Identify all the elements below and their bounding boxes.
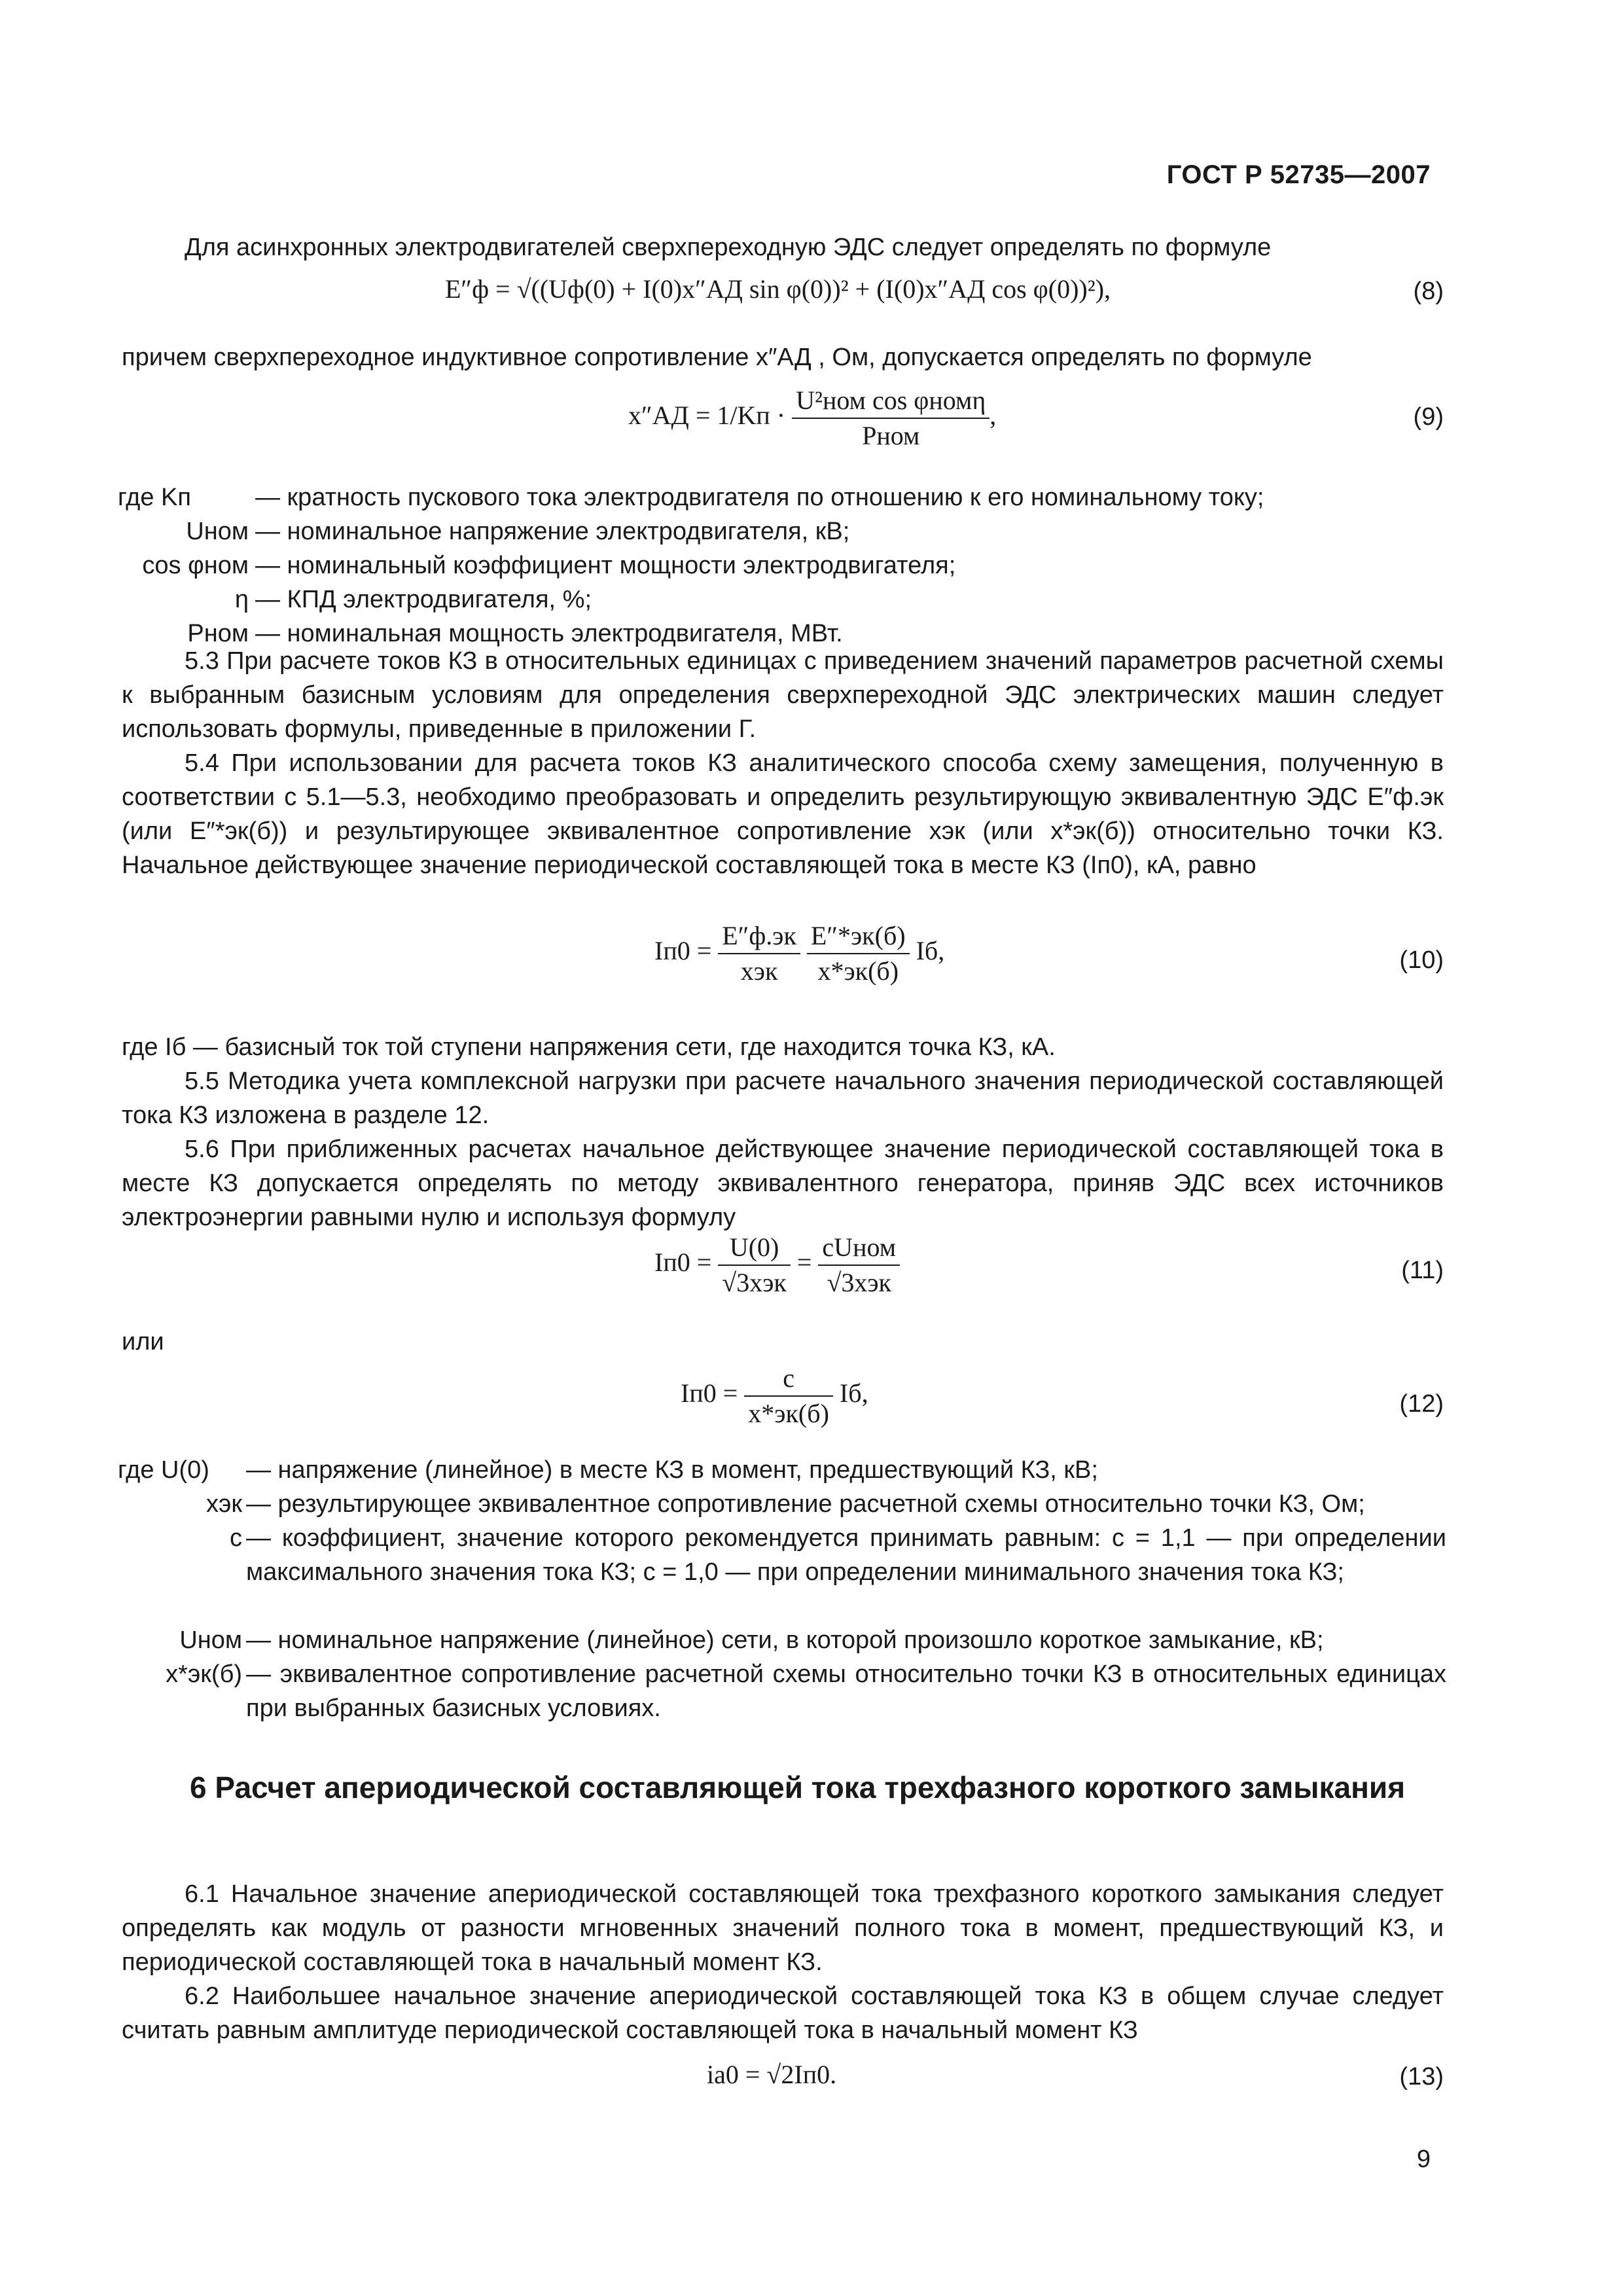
formula-8-number: (8) bbox=[1413, 278, 1444, 305]
legend-symbol: где U(0) bbox=[118, 1456, 209, 1484]
legend-description: — номинальное напряжение электродвигателя, кВ; bbox=[255, 518, 850, 545]
formula-12-fraction bbox=[744, 1361, 833, 1431]
legend-symbol: c bbox=[230, 1524, 242, 1552]
formula-12-lhs: Iп0 = bbox=[681, 1378, 738, 1408]
formula-10-fraction-1 bbox=[718, 919, 800, 988]
formula-10-frac1-numerator: E″ф.эк bbox=[718, 919, 800, 954]
section-6-heading: 6 Расчет апериодической составляющей тока трехфазного короткого замыкания bbox=[190, 1770, 1406, 1804]
formula-11 bbox=[654, 1230, 900, 1300]
paragraph-6-1: 6.1 Начальное значение апериодической составляющей тока трехфазного короткого замыкания следует определять как модуль от разности мгновенных значений полного тока в момент, предшествующий КЗ, и периодической составляющей тока в начальный момент КЗ. bbox=[122, 1880, 1444, 1976]
formula-9-fraction bbox=[792, 384, 990, 453]
legend-description: — результирующее эквивалентное сопротивление расчетной схемы относительно точки КЗ, Ом; bbox=[246, 1490, 1365, 1518]
formula-12-tail: Iб, bbox=[839, 1378, 868, 1408]
legend-description: — номинальный коэффициент мощности электродвигателя; bbox=[255, 552, 956, 579]
legend-row-2 bbox=[0, 514, 1623, 548]
legend-description: — номинальная мощность электродвигателя, МВт. bbox=[255, 620, 843, 647]
legend-row-4 bbox=[0, 583, 1623, 617]
formula-10 bbox=[654, 919, 944, 988]
paragraph-intro: Для асинхронных электродвигателей сверхпереходную ЭДС следует определять по формуле bbox=[185, 234, 1272, 261]
formula-11-lhs: Iп0 = bbox=[654, 1247, 712, 1278]
legend-symbol: где Kп bbox=[118, 484, 191, 511]
paragraph-after-8: причем сверхпереходное индуктивное сопротивление x″АД , Ом, допускается определять по формуле bbox=[122, 344, 1312, 371]
legend-row-5 bbox=[0, 1657, 1623, 1725]
formula-10-lhs: Iп0 = bbox=[654, 936, 712, 966]
paragraph-5-5: 5.5 Методика учета комплексной нагрузки при расчете начального значения периодической составляющей тока КЗ изложена в разделе 12. bbox=[122, 1067, 1444, 1129]
legend-description: — напряжение (линейное) в месте КЗ в момент, предшествующий КЗ, кВ; bbox=[246, 1456, 1098, 1484]
equals-sign: = bbox=[796, 1247, 812, 1278]
paragraph-5-6: 5.6 При приближенных расчетах начальное действующее значение периодической составляющей тока в месте КЗ допускается определять по методу эквивалентного генератора, приняв ЭДС всех источников электроэнергии равными нулю и используя формулу bbox=[122, 1136, 1444, 1231]
formula-11-frac1-numerator: U(0) bbox=[718, 1230, 791, 1266]
formula-9-number: (9) bbox=[1413, 403, 1444, 431]
formula-13-number: (13) bbox=[1399, 2063, 1444, 2090]
formula-8: E″ф = √((Uф(0) + I(0)x″АД sin φ(0))² + (I(0)x″АД cos φ(0))²), bbox=[445, 274, 1111, 304]
formula-9: x″АД = 1/Kп · $\frac{\text{U²ном cos φномη}}{\text{Pном}}$ , bbox=[628, 384, 996, 453]
legend-description: — номинальное напряжение (линейное) сети, в которой произошло короткое замыкание, кВ; bbox=[246, 1626, 1324, 1654]
formula-10-frac2-numerator: E″*эк(б) bbox=[807, 919, 910, 954]
formula-13: iа0 = √2Iп0. bbox=[707, 2060, 837, 2089]
formula-10-fraction-2 bbox=[807, 919, 910, 988]
formula-9-lhs: x″АД = 1/Kп · bbox=[628, 401, 786, 431]
legend-description: — кратность пускового тока электродвигателя по отношению к его номинальному току; bbox=[255, 484, 1264, 511]
paragraph-or: или bbox=[122, 1328, 164, 1355]
formula-11-number: (11) bbox=[1401, 1257, 1444, 1284]
formula-9-denominator: Pном bbox=[862, 421, 920, 450]
paragraph-6-2: 6.2 Наибольшее начальное значение апериодической составляющей тока КЗ в общем случае следует считать равным амплитуде периодической составляющей тока в начальный момент КЗ bbox=[122, 1982, 1444, 2044]
legend-description: — эквивалентное сопротивление расчетной схемы относительно точки КЗ в относительных единицах при выбранных базисных условиях. bbox=[246, 1660, 1446, 1722]
formula-10-frac1-denominator: xэк bbox=[740, 956, 778, 986]
legend-symbol: xэк bbox=[205, 1490, 242, 1518]
formula-12-numerator: c bbox=[744, 1361, 833, 1397]
formula-11-fraction-1 bbox=[718, 1230, 791, 1300]
legend-row-3 bbox=[0, 1521, 1623, 1623]
page-number: 9 bbox=[1416, 2145, 1431, 2173]
formula-11-fraction-2 bbox=[818, 1230, 900, 1300]
legend-row-1 bbox=[0, 480, 1623, 514]
standard-code: ГОСТ Р 52735—2007 bbox=[1166, 160, 1431, 189]
formula-9-numerator: U²ном cos φномη bbox=[792, 384, 990, 419]
formula-10-frac2-denominator: x*эк(б) bbox=[817, 956, 899, 986]
legend-row-3 bbox=[0, 548, 1623, 583]
paragraph-5-3: 5.3 При расчете токов КЗ в относительных единицах с приведением значений параметров расчетной схемы к выбранным базисным условиям для определения сверхпереходной ЭДС электрических машин следует использовать формулы, приведенные в приложении Г. bbox=[122, 647, 1444, 743]
legend-symbol: Uном bbox=[186, 518, 249, 545]
legend-description: — коэффициент, значение которого рекомендуется принимать равным: c = 1,1 — при определении максимального значения тока КЗ; c = 1,0 — при определении минимального значения тока КЗ; bbox=[246, 1524, 1446, 1586]
legend-row-2 bbox=[0, 1487, 1623, 1521]
legend-equivalent-generator bbox=[0, 1453, 1623, 1728]
legend-description: — КПД электродвигателя, %; bbox=[255, 586, 592, 613]
formula-12-denominator: x*эк(б) bbox=[748, 1399, 829, 1428]
formula-10-tail: Iб, bbox=[916, 936, 945, 966]
legend-symbol: x*эк(б) bbox=[166, 1660, 242, 1688]
legend-symbol: Pном bbox=[187, 620, 249, 647]
paragraph-5-4: 5.4 При использовании для расчета токов КЗ аналитического способа схему замещения, полученную в соответствии с 5.1—5.3, необходимо преобразовать и определить результирующую эквивалентную ЭДС E″ф.эк (или E″*эк(б)) и результирующее эквивалентное сопротивление xэк (или x*эк(б)) относительно точки КЗ. Начальное действующее значение периодической составляющей тока в месте КЗ (Iп0), кА, равно bbox=[122, 749, 1444, 879]
paragraph-where-Ib: где Iб — базисный ток той ступени напряжения сети, где находится точка КЗ, кА. bbox=[122, 1033, 1056, 1061]
legend-row-1 bbox=[0, 1453, 1623, 1487]
formula-10-number: (10) bbox=[1399, 946, 1444, 974]
formula-11-frac2-denominator: √3xэк bbox=[827, 1268, 891, 1297]
formula-12-number: (12) bbox=[1399, 1390, 1444, 1418]
legend-symbol: Uном bbox=[179, 1626, 242, 1654]
legend-row-4 bbox=[0, 1623, 1623, 1657]
legend-motor bbox=[0, 480, 1623, 651]
formula-12 bbox=[681, 1361, 868, 1431]
legend-symbol: cos φном bbox=[142, 552, 249, 579]
formula-11-frac2-numerator: cUном bbox=[818, 1230, 900, 1266]
formula-11-frac1-denominator: √3xэк bbox=[722, 1268, 787, 1297]
legend-symbol: η bbox=[234, 586, 249, 613]
